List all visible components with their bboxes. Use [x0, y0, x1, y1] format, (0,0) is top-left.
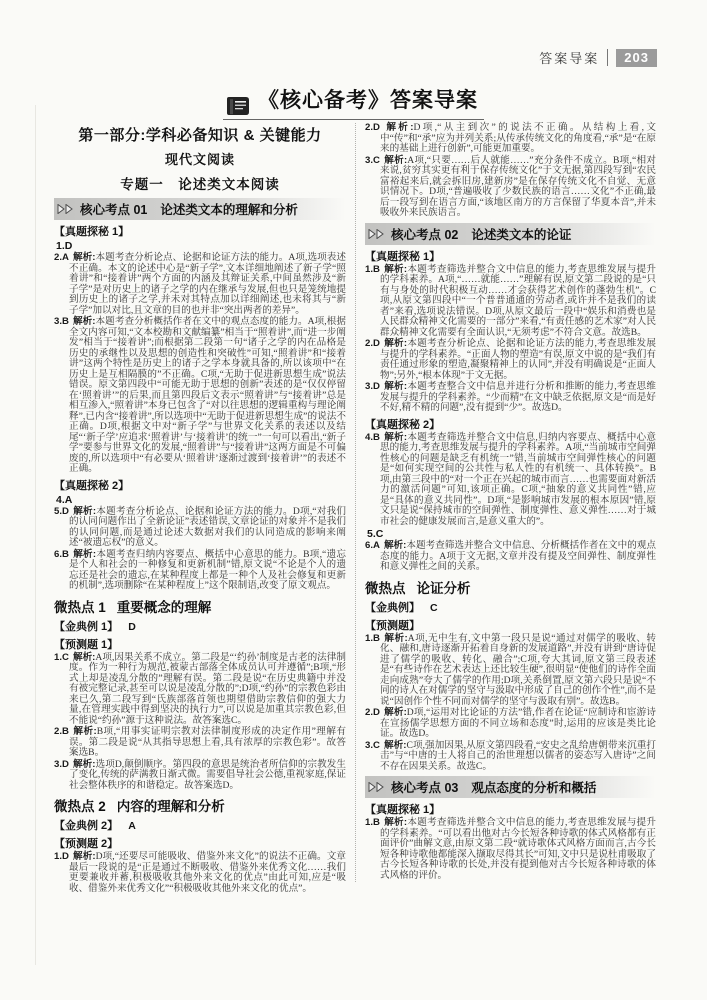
topic-title: 专题一 论述类文本阅读	[120, 177, 280, 192]
bracket-answer: 【金典例 1】 D	[54, 620, 136, 633]
keypoint-header-01	[54, 198, 346, 220]
answer-item: 3.C 解析:A项,“只要……后人就能……”充分条件不成立。B项,“相对来说,贫穷其实更有利于保存传统文化”于文无据,第四段写到“农民富裕起来后,就会拆旧房,建新房”是在保存传统文化不自觉、无意识情况下。D项,“普遍吸收了少数民族的语言……文化”不正确,最后一段写到在语言方面,“该地区南方的方言保留了华夏本音”,并未吸收外来民族语言。	[365, 154, 656, 218]
keypoint-header-02	[365, 223, 656, 245]
bracket-answer: 【金典例】 C	[365, 601, 438, 614]
answer-item: 2.A 解析:本题考查分析论点、论据和论证方法的能力。A项,选项表述不正确。本文的论述中心是“新子学”,文本详细地阐述了新子学“照着讲”和“接着讲”两个方面的内涵及其辩证关系,中间虽然涉及“新子学”是对历史上的诸子之学的内在继承与发展,但也只是笼统地提到历史上的诸子之学,并未对其特点加以详细阐述,也未将其与“新子学”加以对比,且文章的目的也并非“突出两者的差异”。	[54, 252, 346, 316]
keypoint-title: 观点态度的分析和概括	[471, 781, 597, 795]
keypoint-label: 核心考点 01	[80, 203, 148, 217]
doc-title-text: 《核心备考》答案导案	[258, 88, 478, 112]
answer-item: 1.C 解析:A项,因果关系不成立。第二段是“‘约孙’制度是古老的法律制度。作为一种行为规范,被蒙古部落全体成员认可并遵循”;B项,“形式上却是凌乱分散的”理解有误。第二段是说“在历史典籍中并没有被完整记录,甚至可以说是凌乱分散的”;D项,“约孙”的宗教色彩由来已久,第二段写到“氏族部落首领也期望借助宗教信仰的强大力量,在管理实践中得到坚决的执行力”,可以说是加重其宗教色彩,但不能说“约孙”源于这种说法。故答案选C。	[54, 651, 346, 726]
answer-item: 3.D 解析:选项D,颠倒顺序。第四段的意思是统治者所信仰的宗教发生了变化,传统的萨满教日渐式微。需要倡导社会公德,重视家庭,保证社会整体秩序的和谐稳定。故答案选D。	[54, 758, 347, 791]
answer-item: 3.C 解析:C项,强加因果,从原文第四段看,“安史之乱给唐朝带来沉重打击”与“中唐的士人将自己的治世理想以儒者的姿态写入唐诗”之间不存在因果关系。故选C。	[365, 739, 656, 772]
answer-item: 3.D 解析:本题考查整合文中信息并进行分析和推断的能力,考查思维发展与提升的学科素养。“少而精”在文中缺乏依据,原文是“而是好不好,精不精的问题”,没有提到“少”。故选D。	[365, 381, 656, 413]
answer-item: 2.B 解析:B项,“用事实证明宗教对法律制度形成的决定作用”理解有误。第二段是说“从其指导思想上看,具有浓厚的宗教色彩”。故答案选B。	[54, 726, 346, 758]
bracket-heading: 【真题探秘 2】	[365, 418, 441, 431]
page-header	[539, 48, 657, 67]
keypoint-title: 论述类文本的理解和分析	[160, 203, 298, 217]
book-icon	[225, 96, 251, 116]
left-column	[54, 123, 355, 895]
bracket-heading: 【预测题 1】	[54, 638, 119, 651]
answer-item: 6.A 解析:本题考查筛选并整合文中信息、分析概括作者在文中的观点态度的能力。A项于文无据,文章并没有提及空间弹性、制度弹性和意义弹性之间的关系。	[365, 540, 656, 572]
page-number-badge: 203	[616, 49, 657, 67]
header-divider	[607, 49, 608, 66]
bracket-heading: 【预测题 2】	[54, 838, 119, 850]
hotspot-heading: 微热点 1 重要概念的理解	[54, 599, 212, 615]
right-column	[355, 123, 656, 882]
double-arrow-icon	[368, 782, 385, 792]
category-title: 现代文阅读	[164, 152, 235, 167]
answer-item: 4.B 解析:本题考查筛选并整合文中信息,归纳内容要点、概括中心意思的能力,考查思维发展与提升的学科素养。A项,“当前城市空间弹性核心的问题是缺乏有机统一”错,当前城市空间弹性核心的问题是“如何实现空间的公共性与私人性的有机统一、具体转换”。B项,由第三段中的“对一个正在兴起的城市而言……也需要面对新活力的激活问题”可知,该项正确。C项,“抽象的意义共同性”错,应是“具体的意义共同性”。D项,“是影响城市发展的根本原因”错,原文只是说“保持城市的空间弹性、制度弹性、意义弹性……对于城市社会的健康发展而言,是意义重大的”。	[365, 431, 656, 527]
keypoint-label: 核心考点 03	[391, 781, 459, 795]
answer-item: 5.D 解析:本题考查分析论点、论据和论证方法的能力。D项,“对我们的认同问题作出了全新论证”表述错误,文章论证的对象并不是我们的认同问题,而是通过论述大数据对我们的认同造成的影响来阐述“被遗忘权”的意义。	[54, 505, 346, 548]
page-edge-line	[35, 105, 36, 965]
answer-item: 3.B 解析:本题考查分析概括作者在文中的观点态度的能力。A项,根据全文内容可知,“文本校勘和文献编纂”相当于“照着讲”,而“进一步阐发”相当于“接着讲”;而根据第二段第一句“诸子之学的内在品格是历史的承继性以及思想的创造性和突破性”可知,“照着讲”和“接着讲”这两个特性是历史上的诸子之学本身就具备的,所以该项中“在历史上是互相隔膜的”不正确。C项,“无助于促进新思想生成”说法错误。原文第四段中“可能无助于思想的创新”表述的是“仅仅停留在‘照着讲’”的后果,而且第四段后文表示“照着讲”与“接着讲”总是相互渗入,“照着讲”本身已包含了“对以往思想的逻辑重构与理论阐释”,已内含“接着讲”,所以选项中“无助于促进新思想生成”的说法不正确。D项,根据文中对“新子学”与世界文化关系的表述以及结尾“‘新子学’应追求‘照着讲’与‘接着讲’的统一”一句可以看出,“新子学”要参与世界文化的发展,“照着讲”与“接着讲”这两方面是不可偏废的,所以选项中“有必要从‘照着讲’逐渐过渡到‘接着讲’”的表述不正确。	[54, 316, 346, 474]
answer-line: 4.A	[56, 493, 73, 506]
double-arrow-icon	[368, 229, 385, 239]
double-arrow-icon	[57, 204, 74, 214]
answer-item: 1.D 解析:D项,“还要尽可能吸收、借鉴外来文化”的说法不正确。文章最后一段说的是“正是通过不断吸收、借鉴外来优秀文化……我们更要兼收并蓄,积极吸收其他外来文化的优点”由此可知,应是“吸收、借鉴外来优秀文化”“积极吸收其他外来文化的优点”。	[54, 851, 346, 894]
hotspot-heading: 微热点 论证分析	[365, 580, 471, 596]
header-label: 答案导案	[539, 51, 600, 66]
bracket-heading: 【真题探秘 1】	[365, 250, 441, 263]
part-title: 第一部分:学科必备知识 & 关键能力	[78, 127, 322, 144]
answer-item: 1.B 解析:A项,无中生有,文中第一段只是说“通过对儒学的吸收、转化、融和,唐诗逐渐开拓着自身新的发展道路”,并没有讲到“唐诗促进了儒学的吸收、转化、融合”;C项,夸大其词,原文第三段表述是“有些诗作在艺术表达上还比较生硬”,很明显“使他们的诗作全面走向成熟”夸大了儒学的作用;D项,关系倒置,原文第六段只是说“不同的诗人在对儒学的坚守与汲取中形成了自己的创作个性”,而不是说“因创作个性不同而对儒学的坚守与汲取有别”。故选B。	[365, 632, 656, 707]
bracket-heading: 【真题探秘 1】	[54, 226, 130, 238]
answer-item: 1.B 解析:本题考查筛选并整合文中信息的能力,考查思维发展与提升的学科素养。A项,“……就能……”理解有误,原文第二段说的是“只有与身处的时代积极互动……才会获得艺术创作的蓬勃生机”。C项,从原文第四段中“一个普普通通的劳动者,或许并不是我们的读者”来看,选项说法错误。D项,从原文最后一段中“娱乐和消费也是人民群众精神文化需要的一部分”来看,“有责任感的艺术家”对人民群众精神文化需要有全面认识,“无须考虑”不符合文意。故选B。	[365, 263, 656, 338]
keypoint-label: 核心考点 02	[391, 227, 459, 242]
answer-item: 6.B 解析:本题考查归纳内容要点、概括中心意思的能力。B项,“遗忘是个人和社会的一种修复和更新机制”错,原文说“不论是个人的遗忘还是社会的遗忘,在某种程度上都是一种个人及社会修复和更新的机制”,选项删除“在某种程度上”这个限制语,改变了原文观点。	[54, 548, 346, 591]
doc-title	[223, 84, 484, 120]
keypoint-title: 论述类文本的论证	[471, 227, 572, 242]
answer-line: 1.D	[56, 240, 73, 252]
answer-item: 1.B 解析:本题考查筛选并整合文中信息的能力,考查思维发展与提升的学科素养。“可以看出他对古今长短各种诗歌的体式风格都有正面评价”曲解文意,由原文第二段“就诗歌体式风格方面而言,古今长短各种诗歌他都能深入撷取尽得其长”可知,文中只是说杜甫吸取了古今长短各种诗歌的长处,并没有提到他对古今长短各种诗歌的体式风格的评价。	[365, 817, 656, 881]
bracket-answer: 【金典例 2】 A	[54, 820, 136, 832]
answer-item: 2.D 解析:本题考查分析论点、论据和论证方法的能力,考查思维发展与提升的学科素养。“正面人物的塑造”有误,原文中说的是“我们有责任通过形象的塑造,凝聚精神上的认同”,并没有明确说是“正面人物”;另外,“根本体现”于文无据。	[365, 338, 656, 381]
answer-item: 2.D 解析:D项,“从主到次”的说法不正确。从结构上看,文中“传”和“承”应为并列关系;从传承传统文化的角度看,“承”是“在原来的基础上进行创新”,可能更加重要。	[365, 122, 656, 154]
hotspot-heading: 微热点 2 内容的理解和分析	[54, 799, 225, 814]
doc-title-row	[0, 84, 707, 120]
bracket-heading: 【真题探秘 2】	[54, 479, 130, 492]
keypoint-header-03	[365, 776, 656, 798]
answer-item: 2.D 解析:D项,“运用对比论证的方法”错,作者在论证“应制诗和宦游诗在宣扬儒学思想方面的不同立场和态度”时,运用的应该是类比论证。故选D。	[365, 707, 657, 739]
two-column-body	[54, 123, 657, 895]
answer-line: 5.C	[367, 528, 384, 540]
bracket-heading: 【预测题】	[365, 619, 420, 632]
bracket-heading: 【真题探秘 1】	[365, 804, 441, 816]
